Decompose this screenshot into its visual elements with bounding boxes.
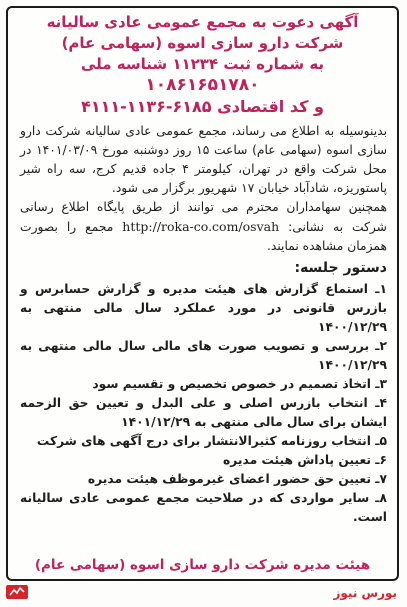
header-economic-code: و کد اقتصادی ۶۱۸۵-۱۱۳۶-۴۱۱۱ [81,97,324,116]
online-paragraph [20,198,387,256]
agenda-list [20,280,387,527]
agenda-item: ۲ـ بررسی و تصویب صورت های مالی سال مالی منتهی به ۱۴۰۰/۱۲/۲۹ [20,339,387,372]
agenda-item: ۶ـ تعیین پاداش هیئت مدیره [222,453,387,467]
signature: هیئت مدیره شرکت دارو سازی اسوه (سهامی عام) [34,557,371,573]
header-title: آگهی دعوت به مجمع عمومی عادی سالیانه [46,13,359,31]
brand-name: بورس نیوز [333,586,397,600]
notice-header [14,12,391,117]
agenda-item: ۷ـ تعیین حق حضور اعضای غیرموظف هیئت مدیره [87,472,387,486]
header-registration: به شماره ثبت ۱۱۲۳۴ شناسه ملی [80,55,325,73]
notice-frame [6,6,399,581]
agenda-title: دستور جلسه: [294,260,387,276]
online-url-link[interactable]: http://roka-co.com/osvah [122,219,280,234]
agenda-item: ۳ـ اتخاذ تصمیم در خصوص تخصیص و تقسیم سود [92,377,387,391]
agenda-item: ۱ـ استماع گزارش های هیئت مدیره و گزارش حسابرس و بازرس قانونی در مورد عملکرد سال مالی منتهی به ۱۴۰۰/۱۲/۲۹ [20,282,387,334]
intro-paragraph: بدینوسیله به اطلاع می رساند، مجمع عمومی عادی سالیانه شرکت دارو سازی اسوه (سهامی عام) ساعت ۱۵ روز دوشنبه مورخ ۱۴۰۱/۰۳/۰۹ در محل شرکت واقع در تهران، کیلومتر ۴ جاده قدیم کرج، سه راه شیر پاستوریزه، شادآباد خیابان ۱۷ شهریور برگزار می شود. [20,124,387,195]
online-text-before: همچنین سهامداران محترم می توانند از طریق پایگاه اطلاع رسانی شرکت به نشانی: [20,200,387,234]
agenda-item: ۴ـ انتخاب بازرس اصلی و علی البدل و تعیین حق الزحمه ایشان برای سال مالی منتهی به ۱۴۰۱/۱۲/۲۹ [20,396,387,429]
news-logo-icon [6,585,28,599]
notice-body [20,122,387,527]
header-national-id: ۱۰۸۶۱۶۵۱۷۸۰ [145,75,260,95]
header-company: شرکت دارو سازی اسوه (سهامی عام) [61,34,344,52]
agenda-item: ۵ـ انتخاب روزنامه کثیرالانتشار برای درج آگهی های شرکت [36,434,387,448]
online-text-after: مجمع را بصورت همزمان مشاهده نمایند. [20,220,387,253]
agenda-item: ۸ـ سایر مواردی که در صلاحیت مجمع عمومی عادی سالیانه است. [20,491,387,524]
